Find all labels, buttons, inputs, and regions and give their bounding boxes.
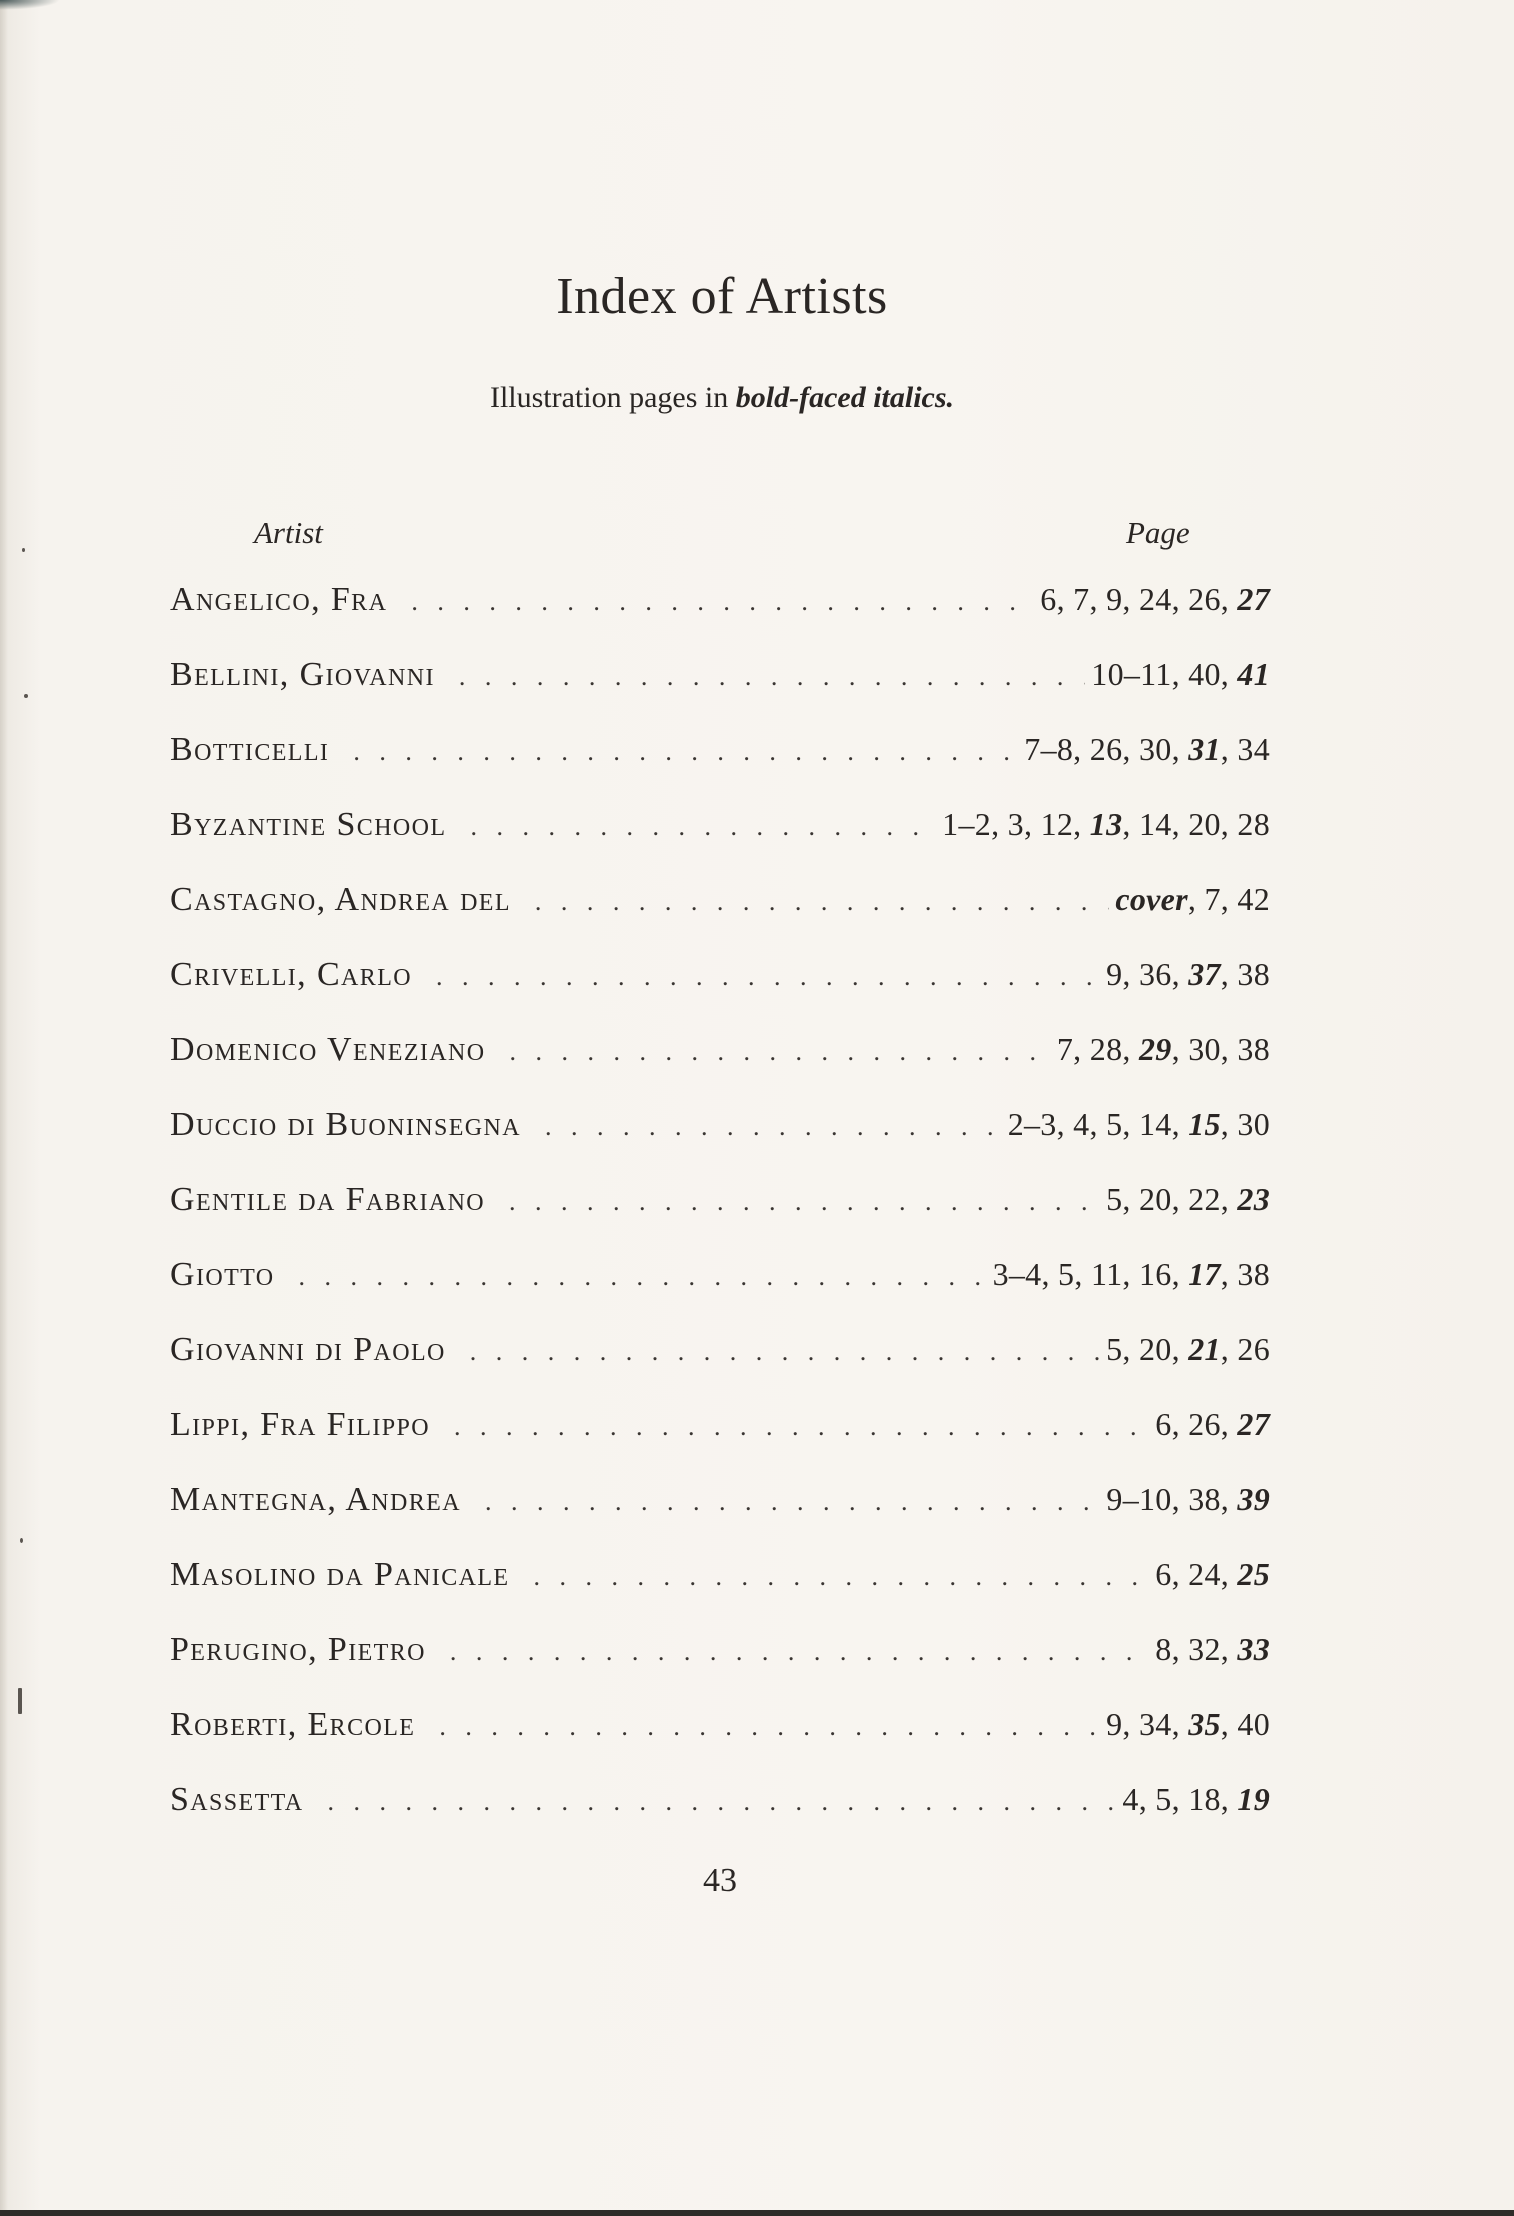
dot-leader	[436, 950, 1100, 1004]
illustration-page-ref: 41	[1237, 656, 1270, 692]
illustration-page-ref: 21	[1188, 1331, 1221, 1367]
paper-speck	[18, 1688, 22, 1714]
artist-name: Domenico Veneziano	[170, 1031, 486, 1068]
illustration-page-ref: 29	[1138, 1031, 1172, 1067]
page-ref: 3–4, 5, 11, 16,	[992, 1256, 1189, 1292]
dot-leader	[533, 1550, 1149, 1604]
artist-name: Gentile da Fabriano	[170, 1181, 486, 1218]
page-ref: , 7, 42	[1187, 881, 1270, 917]
page-ref: , 30	[1220, 1106, 1270, 1142]
artist-name: Bellini, Giovanni	[170, 656, 435, 693]
artist-name: Mantegna, Andrea	[170, 1481, 461, 1518]
page-ref: 1–2, 3, 12,	[942, 806, 1090, 842]
index-entry	[170, 572, 1270, 647]
dot-leader	[470, 1325, 1100, 1379]
page-ref: 4, 5, 18,	[1122, 1781, 1238, 1817]
page-ref: 6, 26,	[1155, 1406, 1238, 1442]
page-references	[1149, 1547, 1270, 1601]
artist-name: Masolino da Panicale	[170, 1556, 510, 1593]
page-bottom-edge	[0, 2210, 1514, 2216]
artist-name: Castagno, Andrea del	[170, 881, 511, 918]
page-references	[1002, 1097, 1270, 1151]
page-ref: , 38	[1220, 1256, 1270, 1292]
page-ref: 10–11, 40,	[1091, 656, 1238, 692]
index-entry	[170, 1097, 1270, 1172]
artist-name: Roberti, Ercole	[170, 1706, 416, 1743]
page-ref: , 40	[1220, 1706, 1270, 1742]
page-references	[1100, 1472, 1270, 1526]
artist-name: Sassetta	[170, 1781, 304, 1818]
dot-leader	[470, 800, 936, 854]
dot-leader	[459, 650, 1085, 704]
paper-speck	[20, 1538, 23, 1543]
page-references	[987, 1247, 1270, 1301]
page-ref: 6, 24,	[1155, 1556, 1238, 1592]
index-entry	[170, 872, 1270, 947]
artist-name: Botticelli	[170, 731, 330, 768]
artist-name: Angelico, Fra	[170, 581, 388, 618]
dot-leader	[328, 1775, 1117, 1829]
artist-name: Crivelli, Carlo	[170, 956, 412, 993]
page-references	[1100, 1172, 1270, 1226]
index-entry	[170, 1397, 1270, 1472]
index-entry	[170, 1472, 1270, 1547]
artist-index-list	[170, 572, 1270, 1847]
page-references	[1109, 872, 1270, 926]
artist-name: Lippi, Fra Filippo	[170, 1406, 430, 1443]
page-ref: , 26	[1220, 1331, 1270, 1367]
illustration-page-ref: 27	[1237, 1406, 1270, 1442]
page-ref: 5, 20, 22,	[1106, 1181, 1238, 1217]
artist-name: Duccio di Buoninsegna	[170, 1106, 521, 1143]
index-entry	[170, 1547, 1270, 1622]
page-ref: 6, 7, 9, 24, 26,	[1040, 581, 1238, 617]
illustration-page-ref: 33	[1237, 1631, 1270, 1667]
page-references	[1100, 947, 1270, 1001]
page-references	[1051, 1022, 1270, 1076]
illustration-page-ref: 31	[1188, 731, 1221, 767]
page-references	[1100, 1697, 1270, 1751]
illustration-page-ref: 23	[1237, 1181, 1270, 1217]
page-ref: , 30, 38	[1171, 1031, 1270, 1067]
page-ref: 8, 32,	[1155, 1631, 1238, 1667]
illustration-page-ref: 17	[1188, 1256, 1221, 1292]
artist-name: Byzantine School	[170, 806, 447, 843]
dot-leader	[454, 1400, 1149, 1454]
index-note	[0, 381, 1444, 415]
dot-leader	[439, 1700, 1100, 1754]
dot-leader	[450, 1625, 1149, 1679]
index-entry	[170, 722, 1270, 797]
page-ref: 9, 36,	[1106, 956, 1189, 992]
page-ref: 9–10, 38,	[1106, 1481, 1238, 1517]
page-references	[936, 797, 1270, 851]
index-note-prefix: Illustration pages in	[489, 381, 736, 414]
dot-leader	[299, 1250, 987, 1304]
dot-leader	[545, 1100, 1002, 1154]
illustration-page-ref: 37	[1188, 956, 1221, 992]
dot-leader	[535, 875, 1109, 929]
column-header-artist: Artist	[254, 515, 323, 550]
page-ref: 7, 28,	[1056, 1031, 1139, 1067]
illustration-page-ref: 25	[1237, 1556, 1270, 1592]
index-entry	[170, 797, 1270, 872]
paper-speck	[22, 548, 25, 552]
page-references	[1034, 572, 1270, 626]
page-references	[1100, 1322, 1270, 1376]
illustration-page-ref: cover	[1115, 881, 1188, 917]
index-entry	[170, 1322, 1270, 1397]
illustration-page-ref: 15	[1188, 1106, 1221, 1142]
artist-name: Giotto	[170, 1256, 275, 1293]
page-references	[1116, 1772, 1270, 1826]
page-corner-mark	[0, 0, 60, 10]
page-ref: 9, 34,	[1106, 1706, 1189, 1742]
dot-leader	[353, 725, 1018, 779]
index-entry	[170, 647, 1270, 722]
index-entry	[170, 947, 1270, 1022]
page-references	[1149, 1397, 1270, 1451]
illustration-page-ref: 13	[1089, 806, 1123, 842]
illustration-page-ref: 27	[1237, 581, 1270, 617]
illustration-page-ref: 35	[1188, 1706, 1221, 1742]
index-entry	[170, 1622, 1270, 1697]
dot-leader	[510, 1025, 1051, 1079]
illustration-page-ref: 39	[1237, 1481, 1270, 1517]
index-note-emphasis: bold-faced italics.	[735, 381, 955, 414]
dot-leader	[485, 1475, 1100, 1529]
page-ref: , 38	[1220, 956, 1270, 992]
dot-leader	[509, 1175, 1100, 1229]
page-ref: 2–3, 4, 5, 14,	[1007, 1106, 1189, 1142]
index-entry	[170, 1772, 1270, 1847]
page-ref: 7–8, 26, 30,	[1024, 731, 1189, 767]
index-entry	[170, 1247, 1270, 1322]
page-references	[1018, 722, 1270, 776]
page-number: 43	[703, 1862, 737, 1899]
paper-speck	[24, 694, 28, 698]
index-entry	[170, 1172, 1270, 1247]
page-ref: , 14, 20, 28	[1122, 806, 1270, 842]
page-ref: , 34	[1220, 731, 1270, 767]
index-entry	[170, 1022, 1270, 1097]
dot-leader	[411, 575, 1034, 629]
page-references	[1085, 647, 1270, 701]
artist-name: Perugino, Pietro	[170, 1631, 426, 1668]
illustration-page-ref: 19	[1237, 1781, 1270, 1817]
page-ref: 5, 20,	[1106, 1331, 1189, 1367]
page-title: Index of Artists	[556, 267, 888, 325]
page-references	[1149, 1622, 1270, 1676]
column-header-page: Page	[1126, 515, 1190, 550]
artist-name: Giovanni di Paolo	[170, 1331, 446, 1368]
index-entry	[170, 1697, 1270, 1772]
